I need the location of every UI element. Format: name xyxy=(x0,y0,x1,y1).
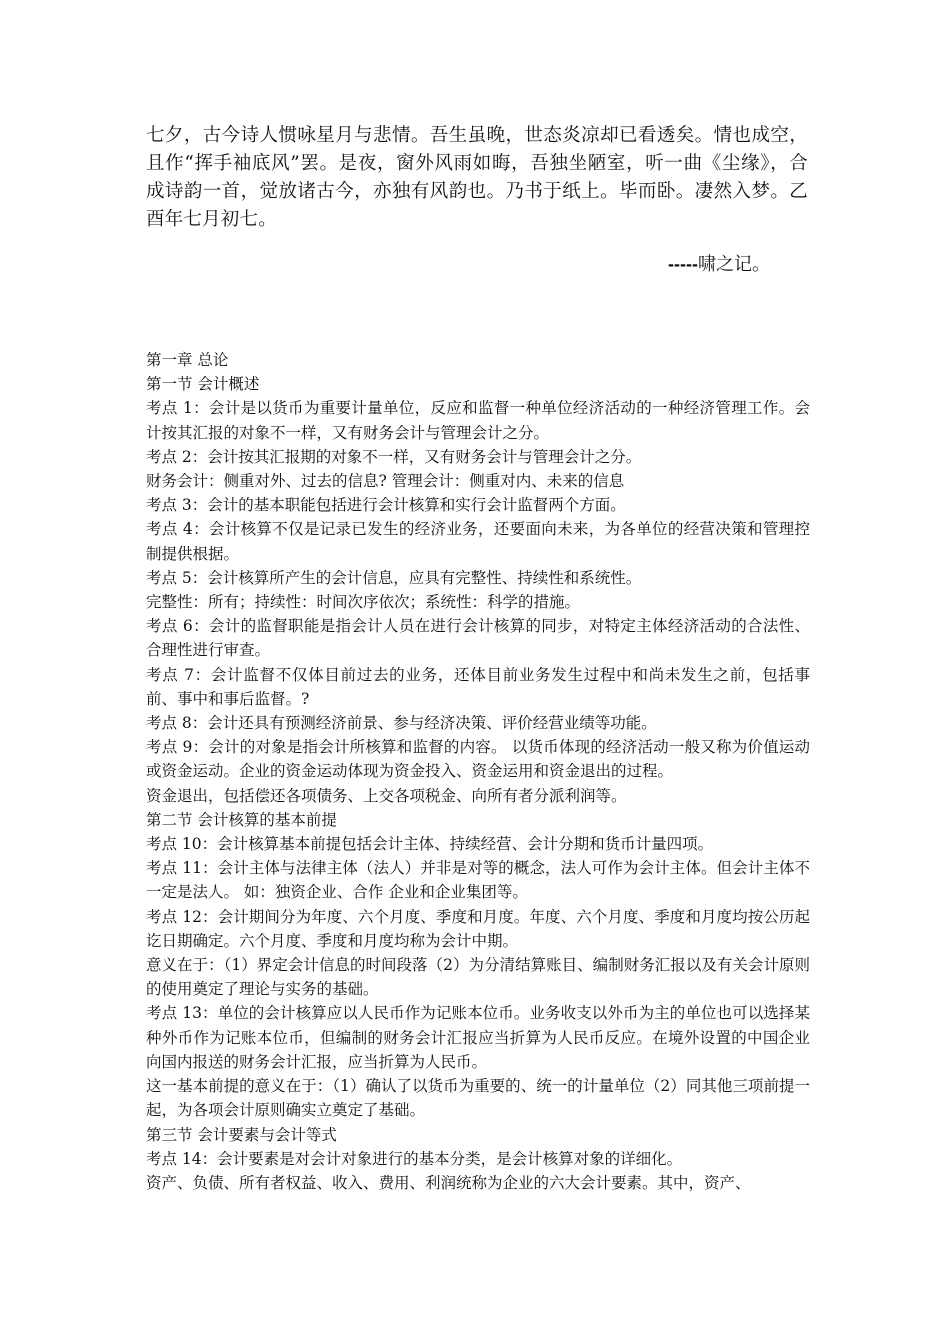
section-heading: 第一节 会计概述 xyxy=(146,375,260,394)
section-heading: 第二节 会计核算的基本前提 xyxy=(146,810,337,829)
paragraph: 考点 8：会计还具有预测经济前景、参与经济决策、评价经营业绩等功能。 xyxy=(146,714,657,733)
paragraph: 考点 6：会计的监督职能是指会计人员在进行会计核算的同步，对特定主体经济活动的合法性、合理性进行审查。 xyxy=(146,617,810,660)
paragraph: 资金退出，包括偿还各项债务、上交各项税金、向所有者分派利润等。 xyxy=(146,786,627,805)
signature xyxy=(668,250,770,279)
study-notes xyxy=(146,348,810,1195)
paragraph: 考点 5：会计核算所产生的会计信息，应具有完整性、持续性和系统性。 xyxy=(146,568,642,587)
paragraph: 财务会计：侧重对外、过去的信息? 管理会计：侧重对内、未来的信息 xyxy=(146,472,625,491)
signature-name: 啸之记。 xyxy=(697,254,770,275)
paragraph: 考点 3：会计的基本职能包括进行会计核算和实行会计监督两个方面。 xyxy=(146,496,626,515)
preface-block xyxy=(146,122,808,234)
paragraph: 考点 9：会计的对象是指会计所核算和监督的内容。 以货币体现的经济活动一般又称为价值运动或资金运动。企业的资金运动体现为资金投入、资金运用和资金退出的过程。 xyxy=(146,738,810,781)
chapter-heading: 第一章 总论 xyxy=(146,351,229,369)
paragraph: 考点 13：单位的会计核算应以人民币作为记账本位币。业务收支以外币为主的单位也可以选择某种外币作为记账本位币，但编制的财务会计汇报应当折算为人民币反应。在境外设置的中国企业向国内报送的财务会计汇报，应当折算为人民币。 xyxy=(146,1004,810,1071)
signature-dashes: ----- xyxy=(668,254,698,274)
preface-paragraph: 七夕，古今诗人惯咏星月与悲情。吾生虽晚，世态炎凉却已看透矣。情也成空，且作“挥手袖底风”罢。是夜，窗外风雨如晦，吾独坐陋室，听一曲《尘缘》，合成诗韵一首，觉放诸古今，亦独有风韵也。乃书于纸上。毕而卧。凄然入梦。乙酉年七月初七。 xyxy=(146,125,808,230)
paragraph: 考点 7：会计监督不仅体目前过去的业务，还体目前业务发生过程中和尚未发生之前，包括事前、事中和事后监督。? xyxy=(146,665,810,708)
paragraph: 考点 2：会计按其汇报期的对象不一样，又有财务会计与管理会计之分。 xyxy=(146,447,642,466)
paragraph: 这一基本前提的意义在于：（1）确认了以货币为重要的、统一的计量单位（2）同其他三项前提一起，为各项会计原则确实立奠定了基础。 xyxy=(146,1077,810,1120)
paragraph: 考点 14：会计要素是对会计对象进行的基本分类，是会计核算对象的详细化。 xyxy=(146,1149,683,1168)
section-heading: 第三节 会计要素与会计等式 xyxy=(146,1125,337,1144)
paragraph: 考点 1：会计是以货币为重要计量单位，反应和监督一种单位经济活动的一种经济管理工作。会计按其汇报的对象不一样，又有财务会计与管理会计之分。 xyxy=(146,399,810,442)
paragraph: 考点 11：会计主体与法律主体（法人）并非是对等的概念，法人可作为会计主体。但会计主体不一定是法人。 如：独资企业、合作 企业和企业集团等。 xyxy=(146,859,810,902)
paragraph: 意义在于：（1）界定会计信息的时间段落（2）为分清结算账目、编制财务汇报以及有关会计原则的使用奠定了理论与实务的基础。 xyxy=(146,956,810,999)
paragraph: 资产、负债、所有者权益、收入、费用、利润统称为企业的六大会计要素。其中，资产、 xyxy=(146,1173,751,1192)
paragraph: 考点 12：会计期间分为年度、六个月度、季度和月度。年度、六个月度、季度和月度均按公历起讫日期确定。六个月度、季度和月度均称为会计中期。 xyxy=(146,907,810,950)
paragraph: 考点 10：会计核算基本前提包括会计主体、持续经营、会计分期和货币计量四项。 xyxy=(146,835,714,854)
paragraph: 考点 4：会计核算不仅是记录已发生的经济业务，还要面向未来，为各单位的经营决策和管理控制提供根据。 xyxy=(146,520,810,563)
paragraph: 完整性：所有；持续性：时间次序依次；系统性：科学的措施。 xyxy=(146,593,581,612)
